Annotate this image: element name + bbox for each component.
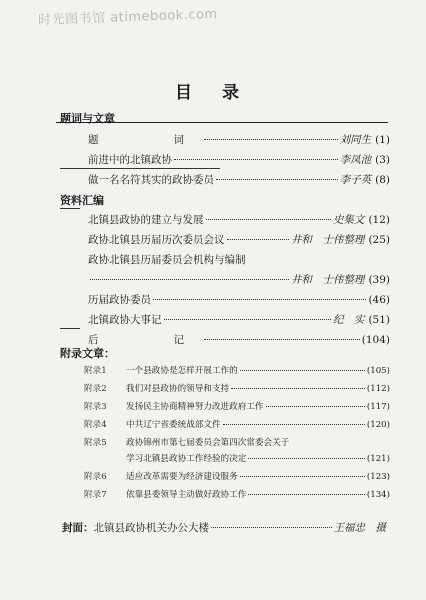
dot-leader [174, 159, 338, 160]
entry-page: (46) [368, 294, 390, 306]
toc-entry [88, 152, 390, 167]
entry-author: 井和 士伟整理 [290, 234, 365, 246]
entry-page: (120) [366, 420, 390, 430]
entry-title: 前进中的北镇政协 [88, 154, 172, 166]
dot-leader [231, 388, 365, 389]
toc-entry [88, 252, 390, 267]
underline-mark [60, 168, 220, 169]
entry-page: (51) [368, 314, 390, 326]
dot-leader [248, 458, 365, 459]
appendix-entry [84, 470, 390, 482]
appendix-entry [84, 382, 390, 394]
section-heading-1: 题词与文章 [60, 112, 115, 125]
toc-entry [88, 232, 390, 247]
dot-leader [153, 299, 366, 300]
page-title: 目 录 [175, 83, 251, 103]
appendix-label: 附录6 [84, 472, 107, 482]
underline-mark [60, 208, 80, 209]
entry-author: 李子英 [339, 174, 372, 186]
toc-entry [88, 132, 390, 147]
entry-page: (8) [375, 174, 390, 186]
appendix-entry-continued [84, 452, 390, 464]
dot-leader [164, 319, 331, 320]
watermark: 时光图书馆 atimebook.com [37, 6, 218, 29]
appendix-label: 附录1 [84, 366, 107, 376]
entry-title: 政协锦州市第七届委员会第四次常委会关于 [126, 438, 290, 448]
entry-title: 中共辽宁省委统战部文件 [126, 420, 221, 430]
entry-author: 李凤池 [339, 154, 372, 166]
entry-title: 发扬民主协商精神努力改进政府工作 [126, 402, 264, 412]
toc-entry [88, 332, 390, 347]
entry-page: (1) [375, 134, 390, 146]
entry-title: 政协北镇县历届委员会机构与编制 [88, 254, 246, 266]
entry-page: (104) [361, 334, 390, 346]
entry-author: 刘同生 [339, 134, 372, 146]
appendix-entry [84, 488, 390, 500]
entry-author: 史集文 [332, 214, 365, 226]
section-heading-3: 附录文章： [60, 347, 115, 360]
toc-entry [88, 312, 390, 327]
dot-leader [223, 424, 365, 425]
cover-label: 封面： [62, 522, 94, 534]
entry-page: (123) [366, 472, 390, 482]
appendix-entry [84, 364, 390, 376]
entry-title: 后 记 [88, 334, 202, 346]
dot-leader [266, 406, 365, 407]
dot-leader [240, 476, 365, 477]
appendix-label: 附录5 [84, 438, 107, 448]
entry-page: (12) [368, 214, 390, 226]
entry-title: 学习北镇县政协工作经验的决定 [126, 454, 247, 464]
toc-entry [88, 172, 390, 187]
entry-page: (134) [366, 490, 390, 500]
appendix-label: 附录7 [84, 490, 107, 500]
cover-author: 王福忠 摄 [333, 522, 386, 534]
entry-title: 历届政协委员 [88, 294, 151, 306]
entry-page: (25) [368, 234, 390, 246]
appendix-entry [84, 418, 390, 430]
entry-title: 做一名名符其实的政协委员 [88, 174, 214, 186]
entry-page: (121) [366, 454, 390, 464]
entry-title: 政协北镇县历届历次委员会议 [88, 234, 225, 246]
entry-page: (39) [368, 274, 390, 286]
dot-leader [216, 179, 338, 180]
entry-page: (3) [375, 154, 390, 166]
entry-author: 纪 实 [332, 314, 365, 326]
dot-leader [204, 139, 338, 140]
entry-title: 北镇政协大事记 [88, 314, 162, 326]
dot-leader [227, 239, 289, 240]
dot-leader [248, 494, 365, 495]
dot-leader [211, 527, 332, 528]
entry-page: (105) [366, 366, 390, 376]
dot-leader [204, 339, 360, 340]
toc-entry [88, 212, 390, 227]
dot-leader [206, 219, 331, 220]
appendix-entry [84, 436, 390, 448]
appendix-label: 附录4 [84, 420, 107, 430]
entry-page: (112) [366, 384, 390, 394]
toc-entry-continued [88, 272, 390, 287]
underline-mark [60, 328, 80, 329]
entry-title: 题 词 [88, 134, 202, 146]
entry-title: 我们对县政协的领导和支持 [126, 384, 230, 394]
appendix-entry [84, 400, 390, 412]
entry-title: 适应改革需要为经济建设服务 [126, 472, 238, 482]
entry-page: (117) [366, 402, 390, 412]
entry-title: 一个县政协是怎样开展工作的 [126, 366, 238, 376]
entry-author: 井和 士伟整理 [290, 274, 365, 286]
appendix-label: 附录3 [84, 402, 107, 412]
appendix-label: 附录2 [84, 384, 107, 394]
section-heading-2: 资料汇编 [60, 194, 104, 207]
entry-title: 依靠县委领导主动做好政协工作 [126, 490, 247, 500]
cover-title: 北镇县政协机关办公大楼 [93, 522, 209, 534]
dot-leader [240, 370, 365, 371]
entry-title: 北镇县政协的建立与发展 [88, 214, 204, 226]
toc-entry [88, 292, 390, 307]
cover-credit [62, 520, 390, 535]
dot-leader [90, 279, 289, 280]
